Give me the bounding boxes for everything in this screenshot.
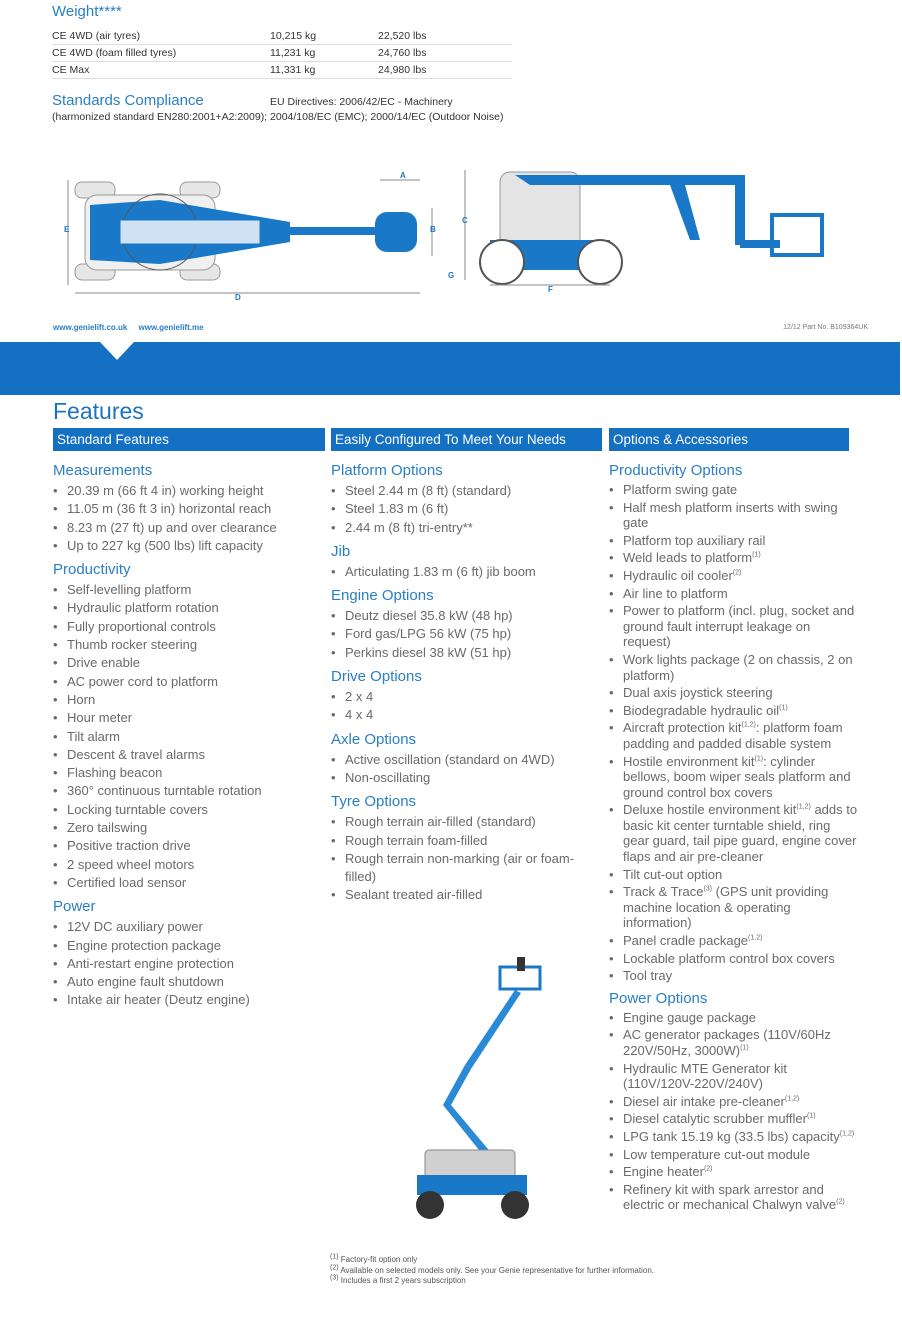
list-item: • 20.39 m (66 ft 4 in) working height xyxy=(53,482,325,500)
list-item: • Work lights package (2 on chassis, 2 on platform) xyxy=(609,652,859,683)
list-item: • Aircraft protection kit$^{(1,2)}$: platform foam padding and padded disable system xyxy=(609,720,859,751)
list-item: • Self-levelling platform xyxy=(53,581,325,599)
footnotes xyxy=(330,1255,654,1287)
list-item: • Tilt alarm xyxy=(53,728,325,746)
list-item: • Flashing beacon xyxy=(53,764,325,782)
list-item: • Up to 227 kg (500 lbs) lift capacity xyxy=(53,537,325,555)
list-item: • Rough terrain foam-filled xyxy=(331,832,596,850)
standard-features-column xyxy=(53,460,325,1014)
list-item: • Ford gas/LPG 56 kW (75 hp) xyxy=(331,625,596,643)
list-item: • Platform top auxiliary rail xyxy=(609,533,859,549)
band-notch xyxy=(100,342,134,360)
list-item: • Hydraulic MTE Generator kit (110V/120V-220V/240V) xyxy=(609,1061,859,1092)
list-item: • Low temperature cut-out module xyxy=(609,1147,859,1163)
list-item: • Locking turntable covers xyxy=(53,801,325,819)
row-lbs: 24,760 lbs xyxy=(378,47,427,59)
list-item: • Deutz diesel 35.8 kW (48 hp) xyxy=(331,607,596,625)
row-label: CE 4WD (air tyres) xyxy=(52,30,141,42)
list-item: • 11.05 m (36 ft 3 in) horizontal reach xyxy=(53,500,325,518)
list-item: • Horn xyxy=(53,691,325,709)
list-item: • Hostile environment kit$^{(1)}$: cylinder bellows, boom wiper seals platform and ground control box covers xyxy=(609,754,859,801)
label-g: G xyxy=(448,271,455,280)
list-item: • Rough terrain air-filled (standard) xyxy=(331,813,596,831)
list-item: • Active oscillation (standard on 4WD) xyxy=(331,751,596,769)
list-item: • Descent & travel alarms xyxy=(53,746,325,764)
row-lbs: 22,520 lbs xyxy=(378,30,427,42)
feature-list xyxy=(331,607,596,662)
list-item: • Steel 1.83 m (6 ft) xyxy=(331,500,596,518)
section-title: Jib xyxy=(331,542,351,560)
list-item: • Anti-restart engine protection xyxy=(53,955,325,973)
list-item: • Tool tray xyxy=(609,968,859,984)
list-item: • LPG tank 15.19 kg (33.5 lbs) capacity$^{(1,2)}$ xyxy=(609,1129,859,1145)
list-item: • Intake air heater (Deutz engine) xyxy=(53,991,325,1009)
column-header-configured: Easily Configured To Meet Your Needs xyxy=(331,428,602,451)
list-item: • Hydraulic oil cooler$^{(2)}$ xyxy=(609,568,859,584)
section-title: Engine Options xyxy=(331,587,434,605)
list-item: • Perkins diesel 38 kW (51 hp) xyxy=(331,644,596,662)
feature-list xyxy=(53,918,325,1009)
list-item: • Refinery kit with spark arrestor and electric or mechanical Chalwyn valve$^{(2)}$ xyxy=(609,1182,859,1213)
weight-title: Weight**** xyxy=(52,3,122,20)
label-f: F xyxy=(548,285,553,294)
list-item: • Positive traction drive xyxy=(53,837,325,855)
list-item: • Sealant treated air-filled xyxy=(331,886,596,904)
list-item: • 12V DC auxiliary power xyxy=(53,918,325,936)
section-title: Measurements xyxy=(53,462,153,479)
weight-table xyxy=(52,28,512,79)
list-item: • Certified load sensor xyxy=(53,874,325,892)
feature-list xyxy=(609,1010,859,1213)
section-title: Power Options xyxy=(609,989,708,1007)
list-item: • Non-oscillating xyxy=(331,769,596,787)
list-item: • AC power cord to platform xyxy=(53,673,325,691)
list-item: • Zero tailswing xyxy=(53,819,325,837)
list-item: • Platform swing gate xyxy=(609,482,859,498)
features-title: Features xyxy=(53,398,144,424)
blue-band xyxy=(0,342,900,395)
website-urls[interactable]: www.genielift.co.uk www.genielift.me xyxy=(53,323,204,332)
feature-list xyxy=(53,581,325,892)
section-title: Productivity Options xyxy=(609,462,743,479)
feature-list xyxy=(331,563,596,581)
list-item: • Drive enable xyxy=(53,654,325,672)
table-row xyxy=(52,45,512,62)
list-item: • Half mesh platform inserts with swing gate xyxy=(609,500,859,531)
feature-list xyxy=(331,688,596,725)
list-item: • Fully proportional controls xyxy=(53,618,325,636)
row-kg: 11,331 kg xyxy=(270,64,316,76)
list-item: • Tilt cut-out option xyxy=(609,867,859,883)
label-a: A xyxy=(400,171,406,180)
top-view-icon xyxy=(75,182,417,280)
machine-dimension-diagram xyxy=(50,160,850,310)
list-item: • Engine protection package xyxy=(53,937,325,955)
row-kg: 10,215 kg xyxy=(270,30,317,42)
boom-lift-illustration xyxy=(405,955,555,1225)
row-label: CE 4WD (foam filled tyres) xyxy=(52,47,177,59)
feature-list xyxy=(331,751,596,788)
list-item: • Lockable platform control box covers xyxy=(609,951,859,967)
label-b: B xyxy=(430,225,436,234)
row-lbs: 24,980 lbs xyxy=(378,64,427,76)
list-item: • Diesel catalytic scrubber muffler$^{(1)}$ xyxy=(609,1111,859,1127)
table-row xyxy=(52,28,512,45)
table-row xyxy=(52,62,512,79)
list-item: • Diesel air intake pre-cleaner$^{(1,2)}$ xyxy=(609,1094,859,1110)
feature-list xyxy=(609,482,859,984)
standards-title: Standards Compliance xyxy=(52,92,204,109)
list-item: • Thumb rocker steering xyxy=(53,636,325,654)
list-item: • Dual axis joystick steering xyxy=(609,685,859,701)
standards-line1: EU Directives: 2006/42/EC - Machinery xyxy=(270,96,453,108)
feature-list xyxy=(53,482,325,555)
list-item: • Air line to platform xyxy=(609,586,859,602)
list-item: • Panel cradle package$^{(1,2)}$ xyxy=(609,933,859,949)
list-item: • Hydraulic platform rotation xyxy=(53,599,325,617)
list-item: • Biodegradable hydraulic oil$^{(1)}$ xyxy=(609,703,859,719)
list-item: • Power to platform (incl. plug, socket and ground fault interrupt leakage on request) xyxy=(609,603,859,650)
options-accessories-column xyxy=(609,460,859,1217)
list-item: • Track & Trace$^{(3)}$ (GPS unit providing machine location & operating information) xyxy=(609,884,859,931)
section-title: Platform Options xyxy=(331,462,443,479)
label-d: D xyxy=(235,293,241,302)
label-c: C xyxy=(462,216,468,225)
list-item: • 8.23 m (27 ft) up and over clearance xyxy=(53,519,325,537)
list-item: • Deluxe hostile environment kit$^{(1,2)}$ adds to basic kit center turntable shield, ring gear guard, tail pipe guard, engine cover flaps and air pre-cleaner xyxy=(609,802,859,864)
configured-options-column xyxy=(331,460,596,909)
list-item: • Engine heater$^{(2)}$ xyxy=(609,1164,859,1180)
section-title: Drive Options xyxy=(331,668,422,686)
feature-list xyxy=(331,482,596,537)
list-item: • Auto engine fault shutdown xyxy=(53,973,325,991)
side-view-icon xyxy=(480,172,822,284)
standards-line2: (harmonized standard EN280:2001+A2:2009); 2004/108/EC (EMC); 2000/14/EC (Outdoor Noise) xyxy=(52,111,504,123)
column-header-options: Options & Accessories xyxy=(609,428,849,451)
part-number: 12/12 Part No. B109364UK xyxy=(783,324,868,331)
list-item: • Weld leads to platform$^{(1)}$ xyxy=(609,550,859,566)
footnote: $^{(2)}$ Available on selected models only. See your Genie representative for further information. xyxy=(330,1263,654,1275)
list-item: • 360° continuous turntable rotation xyxy=(53,782,325,800)
list-item: • Steel 2.44 m (8 ft) (standard) xyxy=(331,482,596,500)
list-item: • 2.44 m (8 ft) tri-entry** xyxy=(331,519,596,537)
label-e: E xyxy=(64,225,70,234)
feature-list xyxy=(331,813,596,904)
column-header-standard: Standard Features xyxy=(53,428,325,451)
footnote: $^{(3)}$ Includes a first 2 years subscription xyxy=(330,1274,466,1285)
list-item: • 2 speed wheel motors xyxy=(53,856,325,874)
section-title: Axle Options xyxy=(331,730,417,748)
list-item: • Rough terrain non-marking (air or foam-filled) xyxy=(331,850,596,887)
list-item: • Hour meter xyxy=(53,709,325,727)
list-item: • Articulating 1.83 m (6 ft) jib boom xyxy=(331,563,596,581)
section-title: Tyre Options xyxy=(331,793,417,811)
list-item: • 4 x 4 xyxy=(331,706,596,724)
list-item: • 2 x 4 xyxy=(331,688,596,706)
row-label: CE Max xyxy=(52,64,90,76)
row-kg: 11,231 kg xyxy=(270,47,316,59)
section-title: Productivity xyxy=(53,561,131,579)
list-item: • AC generator packages (110V/60Hz 220V/50Hz, 3000W)$^{(1)}$ xyxy=(609,1027,859,1058)
section-title: Power xyxy=(53,898,96,916)
footnote: $^{(1)}$ Factory-fit option only xyxy=(330,1253,418,1264)
list-item: • Engine gauge package xyxy=(609,1010,859,1026)
